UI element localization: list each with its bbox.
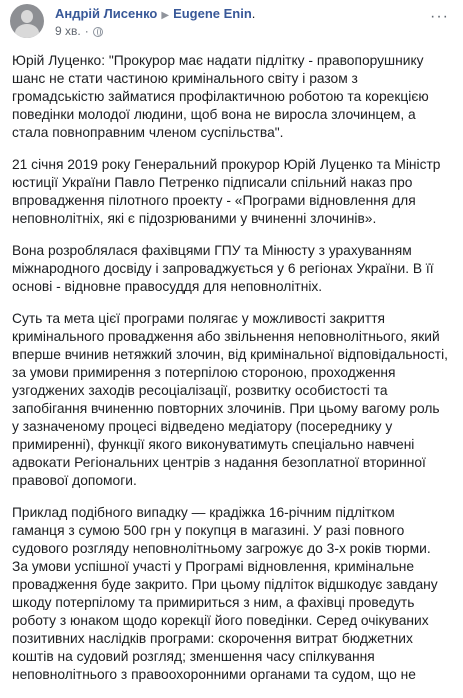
post-paragraph: 21 січня 2019 року Генеральний прокурор Юрій Луценко та Міністр юстиції України Павло Петренко підписали спільний наказ про впровадження пілотного проекту - «Програми відновлення для неповнолітніх, які є підозрюваними у вчиненні злочинів». <box>12 157 441 226</box>
arrow-right-icon: ▶ <box>161 10 170 21</box>
post-paragraph: Вона розроблялася фахівцями ГПУ та Мінюсту з урахуванням міжнародного досвіду і запроваджується у 6 регіонах України. В її основі - відновне правосуддя для неповнолітніх. <box>12 243 434 294</box>
post-body <box>12 52 450 698</box>
author-name-link[interactable]: Андрій Лисенко <box>55 6 158 21</box>
avatar-head-shape <box>21 10 33 23</box>
author-avatar[interactable] <box>10 4 44 38</box>
post-paragraph: Юрій Луценко: "Прокурор має надати підлітку - правопорушнику шанс не стати частиною кримінального світу і разом з громадськістю займатися профілактичною роботою та корекцією поведінки молодої людини, щоб вона не виросла злочинцем, а стала повноправним членом суспільства". <box>12 53 429 140</box>
meta-separator: · <box>84 24 89 38</box>
post-header <box>0 0 463 44</box>
post-meta <box>55 24 103 38</box>
globe-icon[interactable] <box>93 27 103 37</box>
avatar-body-shape <box>15 24 39 38</box>
recipient-name-link[interactable]: Eugene Enin <box>173 6 252 21</box>
title-period: . <box>251 6 256 21</box>
post-timestamp-link[interactable]: 9 хв. <box>55 24 81 38</box>
post-paragraph: Приклад подібного випадку — крадіжка 16-річним підлітком гаманця з сумою 500 грн у покупця в магазині. У разі повного судового розгляду неповнолітньому загрожує до 3-х років тюрми. За умови успішної участі у Програмі відновлення, кримінальне провадження буде закрито. При цьому підліток відшкодує завдану шкоду потерпілому та примириться з ним, а фахівці проведуть роботу з юнаком щодо корекції його поведінки. Серед очікуваних позитивних наслідків програми: скорочення витрат бюджетних коштів на судовий розгляд; зменшення часу спілкування неповнолітнього з правоохоронними органами та судом, що не <box>12 505 438 682</box>
more-options-icon[interactable]: ··· <box>430 8 449 25</box>
post-paragraph: Суть та мета цієї програми полягає у можливості закриття кримінального провадження або звільнення неповнолітнього, який вперше вчинив нетяжкий злочин, від кримінальної відповідальності, за умови примирення з потерпілою стороною, проходження узгоджених заходів ресоціалізації, розвитку особистості та запобігання вчиненню повторних злочинів. При цьому вагому роль у зазначеному процесі відведено медіатору (посереднику у примиренні), функції якого виконуватимуть спеціально навчені адвокати Регіональних центрів з надання безоплатної вторинної правової допомоги. <box>12 311 448 488</box>
post-title-line <box>55 6 255 24</box>
